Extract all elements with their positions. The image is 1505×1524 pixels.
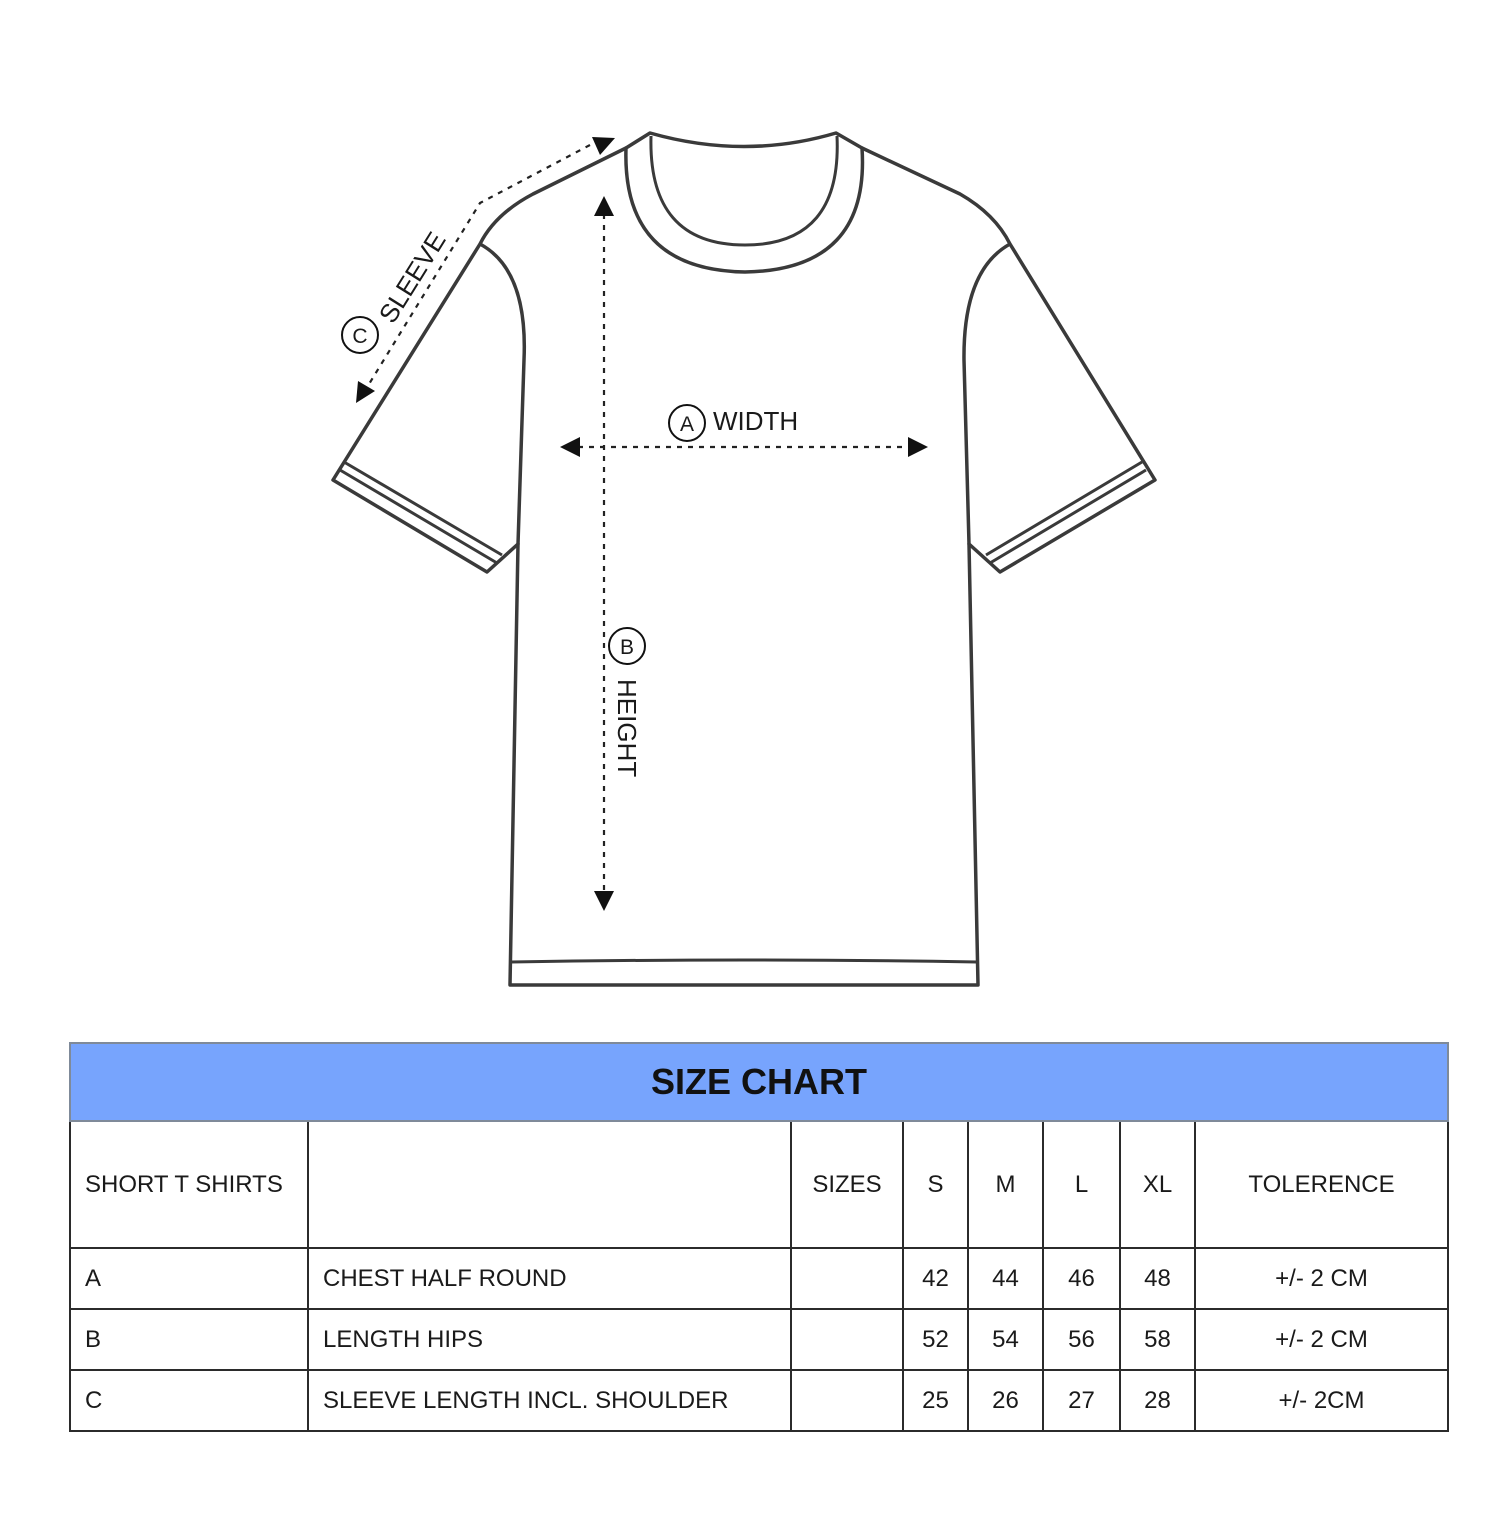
row-value-xl: 58	[1120, 1309, 1195, 1370]
height-dimension	[594, 196, 645, 911]
header-description	[308, 1121, 791, 1248]
row-value-s: 25	[903, 1370, 968, 1431]
row-value-l: 46	[1043, 1248, 1120, 1309]
row-tolerance: +/- 2 CM	[1195, 1309, 1448, 1370]
header-product: SHORT T SHIRTS	[70, 1121, 308, 1248]
width-letter: A	[679, 413, 695, 436]
tshirt-body	[333, 148, 1155, 572]
row-value-m: 26	[968, 1370, 1043, 1431]
sleeve-letter: C	[352, 325, 368, 348]
collar-inner	[651, 136, 837, 245]
header-size-l: L	[1043, 1121, 1120, 1248]
row-value-xl: 28	[1120, 1370, 1195, 1431]
size-chart-table	[69, 1042, 1449, 1432]
header-size-s: S	[903, 1121, 968, 1248]
width-dimension	[560, 405, 928, 457]
header-tolerance: TOLERENCE	[1195, 1121, 1448, 1248]
header-size-xl: XL	[1120, 1121, 1195, 1248]
row-measure: SLEEVE LENGTH INCL. SHOULDER	[308, 1370, 791, 1431]
left-cuff-band	[340, 462, 502, 563]
header-row	[70, 1121, 1448, 1248]
width-label: WIDTH	[713, 406, 799, 436]
row-value-s: 52	[903, 1309, 968, 1370]
sleeve-label: SLEEVE	[372, 226, 452, 329]
row-code: C	[70, 1370, 308, 1431]
header-size-m: M	[968, 1121, 1043, 1248]
row-measure: LENGTH HIPS	[308, 1309, 791, 1370]
size-chart-title: SIZE CHART	[70, 1043, 1448, 1121]
right-cuff-band	[986, 462, 1146, 563]
row-code: B	[70, 1309, 308, 1370]
header-sizes: SIZES	[791, 1121, 903, 1248]
table-row	[70, 1248, 1448, 1309]
hem-band	[511, 960, 977, 962]
row-tolerance: +/- 2CM	[1195, 1370, 1448, 1431]
table-row	[70, 1370, 1448, 1431]
row-code: A	[70, 1248, 308, 1309]
row-value-l: 27	[1043, 1370, 1120, 1431]
table-row	[70, 1309, 1448, 1370]
row-sizes-blank	[791, 1309, 903, 1370]
row-value-xl: 48	[1120, 1248, 1195, 1309]
sleeve-dimension	[342, 137, 615, 403]
row-tolerance: +/- 2 CM	[1195, 1248, 1448, 1309]
row-sizes-blank	[791, 1248, 903, 1309]
height-letter: B	[619, 636, 635, 659]
row-value-m: 44	[968, 1248, 1043, 1309]
row-sizes-blank	[791, 1370, 903, 1431]
tshirt-torso-sides	[510, 544, 978, 985]
row-value-s: 42	[903, 1248, 968, 1309]
row-value-l: 56	[1043, 1309, 1120, 1370]
height-label: HEIGHT	[612, 679, 642, 778]
tshirt-outline	[333, 133, 1155, 985]
row-value-m: 54	[968, 1309, 1043, 1370]
row-measure: CHEST HALF ROUND	[308, 1248, 791, 1309]
